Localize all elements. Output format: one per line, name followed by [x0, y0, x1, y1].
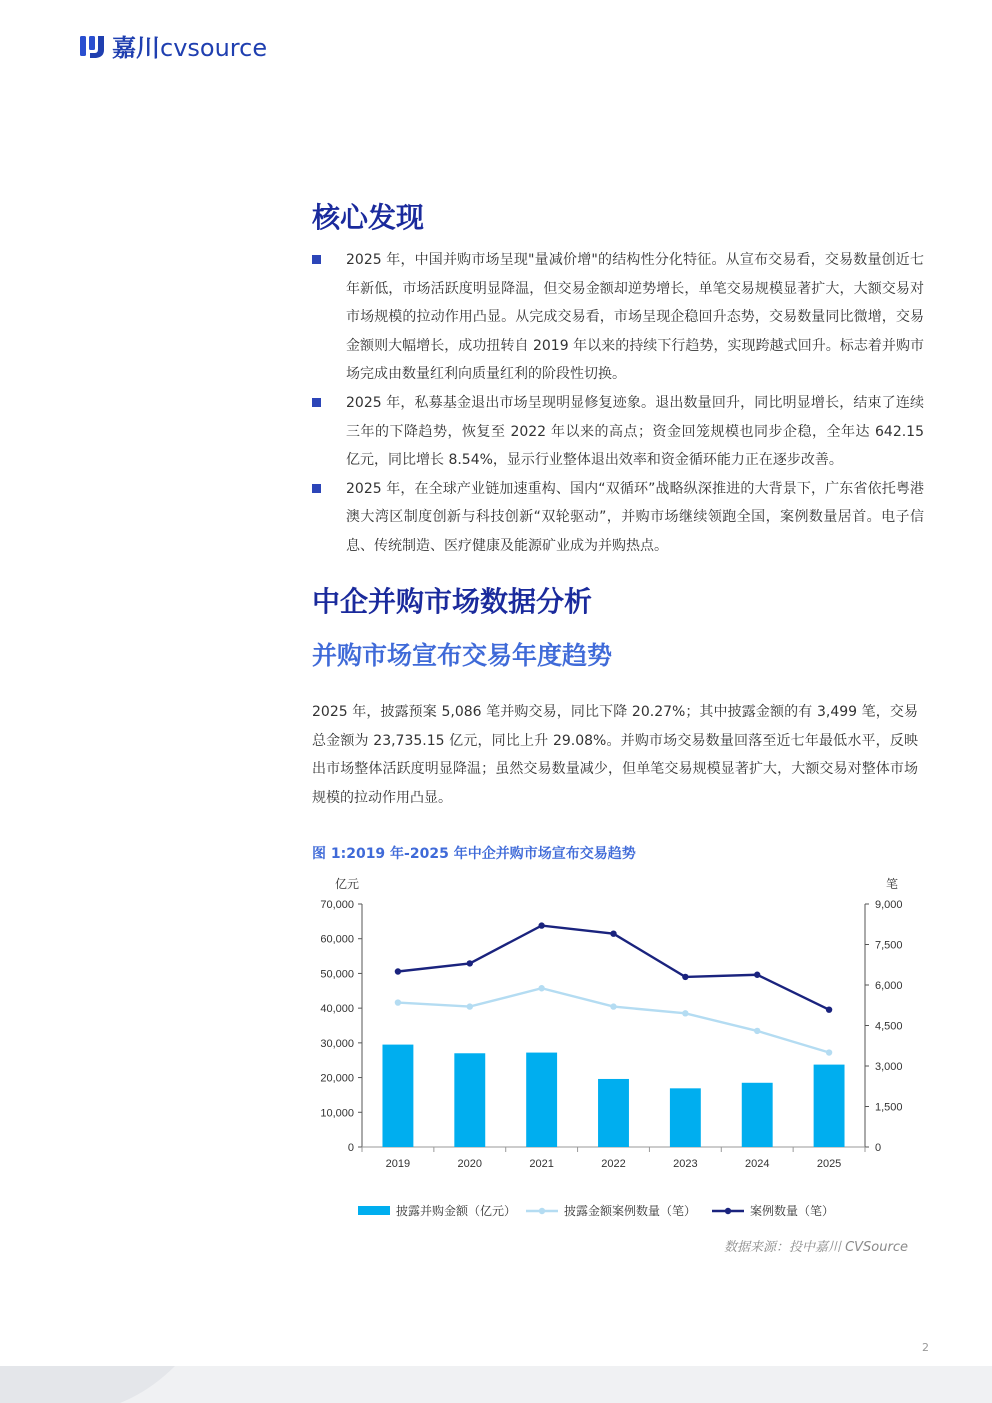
- figure-source: 数据来源：投中嘉川 CVSource: [723, 1240, 908, 1255]
- point-case-count: [826, 1006, 832, 1012]
- legend-label: 案例数量（笔）: [750, 1204, 835, 1218]
- y-tick-label-right: 7,500: [875, 939, 903, 952]
- y-tick-label-right: 0: [875, 1142, 882, 1154]
- y-tick-label-right: 4,500: [875, 1020, 903, 1033]
- findings-list: [312, 246, 924, 561]
- point-case-count: [682, 974, 688, 980]
- trend-chart: [300, 868, 920, 1228]
- point-case-count: [538, 922, 544, 928]
- footer-band: [0, 1366, 992, 1403]
- x-tick-label: 2020: [457, 1158, 483, 1170]
- x-tick-label: 2024: [744, 1158, 770, 1170]
- legend-swatch-marker: [539, 1208, 545, 1214]
- y-tick-label-left: 30,000: [320, 1037, 354, 1050]
- page-number: 2: [922, 1341, 929, 1354]
- point-case-count: [754, 972, 760, 978]
- y-tick-label-right: 9,000: [875, 899, 903, 911]
- point-case-count: [467, 960, 473, 966]
- logo-text: [112, 28, 267, 63]
- y-axis-right-label: 笔: [886, 877, 899, 891]
- bar-disclosed-amount: [598, 1079, 629, 1147]
- point-disclosed-count: [754, 1028, 760, 1034]
- point-disclosed-count: [467, 1003, 473, 1009]
- bar-disclosed-amount: [814, 1065, 845, 1147]
- legend-swatch-marker: [725, 1208, 731, 1214]
- y-tick-label-right: 3,000: [875, 1061, 903, 1073]
- section-subtitle: 并购市场宣布交易年度趋势: [312, 641, 613, 670]
- point-case-count: [610, 931, 616, 937]
- finding-item: 2025 年，私募基金退出市场呈现明显修复迹象。退出数量回升，同比明显增长，结束了连续三年的下降趋势，恢复至 2022 年以来的高点；资金回笼规模也同步企稳，全年达 642.15 亿元，同比增长 8.54%，显示行业整体退出效率和资金循环能力正在逐步改善。: [312, 389, 924, 475]
- section-paragraph: 2025 年，披露预案 5,086 笔并购交易，同比下降 20.27%；其中披露金额的有 3,499 笔，交易总金额为 23,735.15 亿元，同比上升 29.08%。并购市场交易数量回落至近七年最低水平，反映出市场整体活跃度明显降温；虽然交易数量减少，但单笔交易规模显著扩大，大额交易对整体市场规模的拉动作用凸显。: [312, 704, 918, 806]
- point-disclosed-count: [538, 985, 544, 991]
- bar-disclosed-amount: [454, 1053, 485, 1147]
- y-tick-label-right: 1,500: [875, 1101, 903, 1114]
- y-tick-label-left: 70,000: [320, 899, 354, 911]
- point-disclosed-count: [395, 999, 401, 1005]
- y-tick-label-left: 10,000: [320, 1107, 354, 1120]
- y-tick-label-left: 50,000: [320, 968, 354, 981]
- y-tick-label-left: 40,000: [320, 1003, 354, 1016]
- finding-item: 2025 年，在全球产业链加速重构、国内“双循环”战略纵深推进的大背景下，广东省依托粤港澳大湾区制度创新与科技创新“双轮驱动”，并购市场继续领跑全国，案例数量居首。电子信息、传统制造、医疗健康及能源矿业成为并购热点。: [312, 475, 924, 561]
- y-tick-label-left: 20,000: [320, 1072, 354, 1085]
- figure-title: 图 1:2019 年-2025 年中企并购市场宣布交易趋势: [312, 846, 636, 862]
- bar-disclosed-amount: [670, 1088, 701, 1147]
- y-tick-label-right: 6,000: [875, 980, 903, 992]
- line-disclosed-count: [398, 988, 829, 1052]
- y-tick-label-left: 60,000: [320, 933, 354, 946]
- x-tick-label: 2025: [816, 1158, 842, 1170]
- logo-text-en: cvsource: [160, 34, 268, 62]
- x-tick-label: 2021: [529, 1158, 554, 1170]
- findings-title: 核心发现: [312, 201, 425, 234]
- point-disclosed-count: [826, 1049, 832, 1055]
- x-tick-label: 2019: [385, 1158, 411, 1170]
- legend-label: 披露并购金额（亿元）: [396, 1204, 517, 1218]
- cvsource-logo-icon: [78, 33, 106, 59]
- point-disclosed-count: [682, 1010, 688, 1016]
- y-tick-label-left: 0: [347, 1142, 354, 1154]
- legend-swatch-bar: [358, 1206, 390, 1215]
- finding-item: 2025 年，中国并购市场呈现"量减价增"的结构性分化特征。从宣布交易看，交易数量创近七年新低，市场活跃度明显降温，但交易金额却逆势增长，单笔交易规模显著扩大，大额交易对市场规模的拉动作用凸显。从完成交易看，市场呈现企稳回升态势，交易数量同比微增，交易金额则大幅增长，成功扭转自 2019 年以来的持续下行趋势，实现跨越式回升。标志着并购市场完成由数量红利向质量红利的阶段性切换。: [312, 246, 924, 389]
- x-tick-label: 2023: [673, 1158, 698, 1170]
- section-title: 中企并购市场数据分析: [312, 585, 593, 618]
- brand-logo: [78, 28, 267, 63]
- bar-disclosed-amount: [526, 1053, 557, 1147]
- point-case-count: [395, 968, 401, 974]
- legend-label: 披露金额案例数量（笔）: [564, 1204, 697, 1218]
- point-disclosed-count: [610, 1003, 616, 1009]
- logo-text-cn: 嘉川: [112, 34, 160, 62]
- bar-disclosed-amount: [382, 1045, 413, 1147]
- x-tick-label: 2022: [601, 1158, 626, 1170]
- line-case-count: [398, 926, 829, 1010]
- bar-disclosed-amount: [742, 1083, 773, 1147]
- y-axis-left-label: 亿元: [335, 877, 360, 891]
